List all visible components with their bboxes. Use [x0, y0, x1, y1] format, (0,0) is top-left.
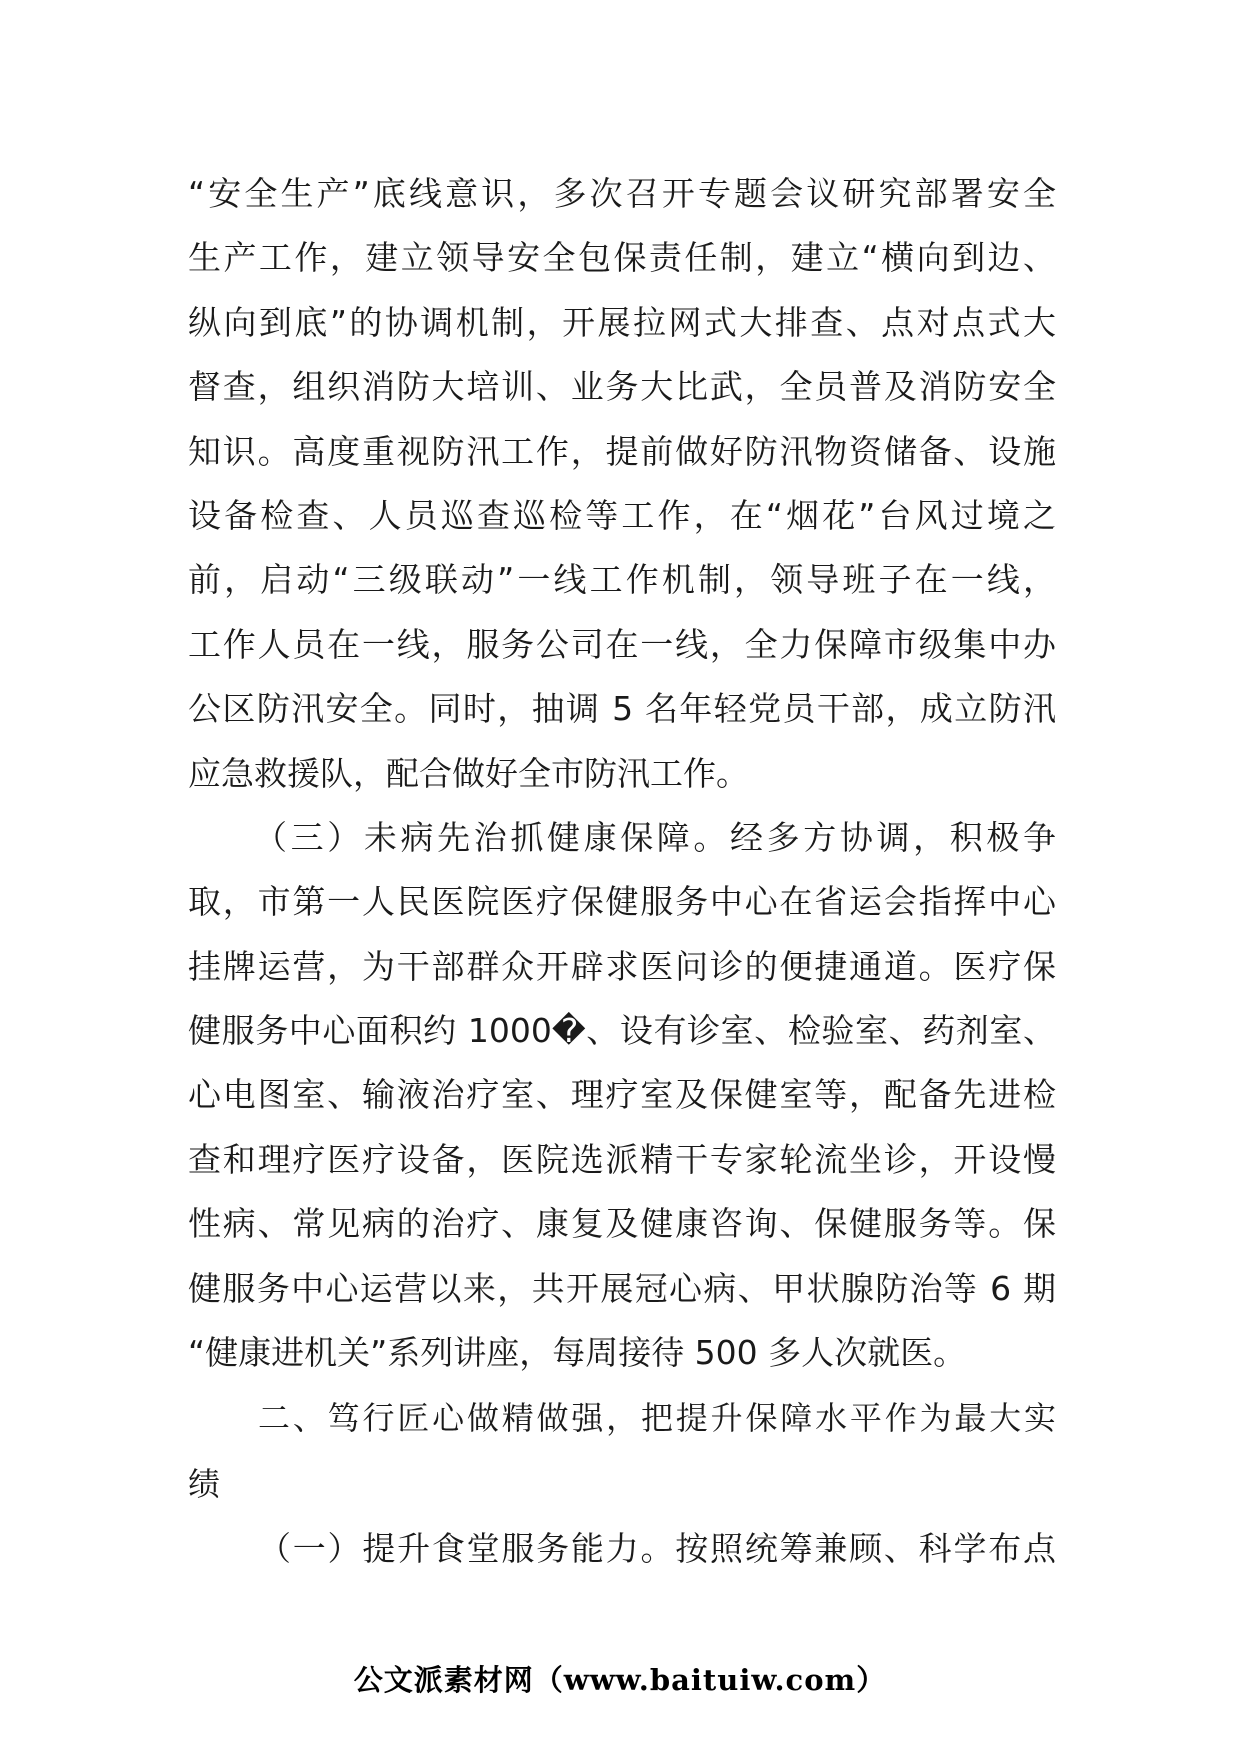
text-line: 工作人员在一线，服务公司在一线，全力保障市级集中办	[188, 624, 1056, 664]
text-line: 取，市第一人民医院医疗保健服务中心在省运会指挥中心	[188, 882, 1056, 922]
text-line: 设备检查、人员巡查巡检等工作，在“烟花”台风过境之	[188, 495, 1056, 535]
paragraph-health	[188, 806, 1056, 1386]
paragraph-safety	[188, 162, 1056, 806]
text-line: “健康进机关”系列讲座，每周接待 500 多人次就医。	[188, 1333, 967, 1373]
paragraph-canteen	[188, 1517, 1056, 1581]
text-line: 知识。高度重视防汛工作，提前做好防汛物资储备、设施	[188, 431, 1056, 471]
text-line: （一）提升食堂服务能力。按照统筹兼顾、科学布点	[258, 1529, 1056, 1569]
text-line: （三）未病先治抓健康保障。经多方协调，积极争	[254, 817, 1056, 857]
text-line: 健服务中心面积约 1000�、设有诊室、检验室、药剂室、	[188, 1011, 1056, 1051]
text-line: 督查，组织消防大培训、业务大比武，全员普及消防安全	[188, 367, 1056, 407]
text-line: 健服务中心运营以来，共开展冠心病、甲状腺防治等 6 期	[188, 1268, 1056, 1308]
text-line: 公区防汛安全。同时，抽调 5 名年轻党员干部，成立防汛	[188, 689, 1056, 729]
text-line: 挂牌运营，为干部群众开辟求医问诊的便捷通道。医疗保	[188, 946, 1056, 986]
text-line: 性病、常见病的治疗、康复及健康咨询、保健服务等。保	[188, 1204, 1056, 1244]
section-heading	[188, 1385, 1056, 1517]
text-line: 应急救援队，配合做好全市防汛工作。	[188, 753, 749, 793]
footer-watermark: 公文派素材网（www.baituiw.com）	[353, 1663, 887, 1697]
text-line: 心电图室、输液治疗室、理疗室及保健室等，配备先进检	[188, 1075, 1056, 1115]
heading-line: 绩	[188, 1465, 221, 1504]
text-line: 前，启动“三级联动”一线工作机制，领导班子在一线，	[188, 560, 1056, 600]
text-line: 纵向到底”的协调机制，开展拉网式大排查、点对点式大	[188, 302, 1056, 342]
text-line: 生产工作，建立领导安全包保责任制，建立“横向到边、	[188, 238, 1056, 278]
text-line: “安全生产”底线意识，多次召开专题会议研究部署安全	[188, 174, 1056, 213]
document-body	[188, 162, 1056, 1582]
heading-line: 二、笃行匠心做精做强，把提升保障水平作为最大实	[258, 1399, 1056, 1438]
text-line: 查和理疗医疗设备，医院选派精干专家轮流坐诊，开设慢	[188, 1139, 1056, 1179]
